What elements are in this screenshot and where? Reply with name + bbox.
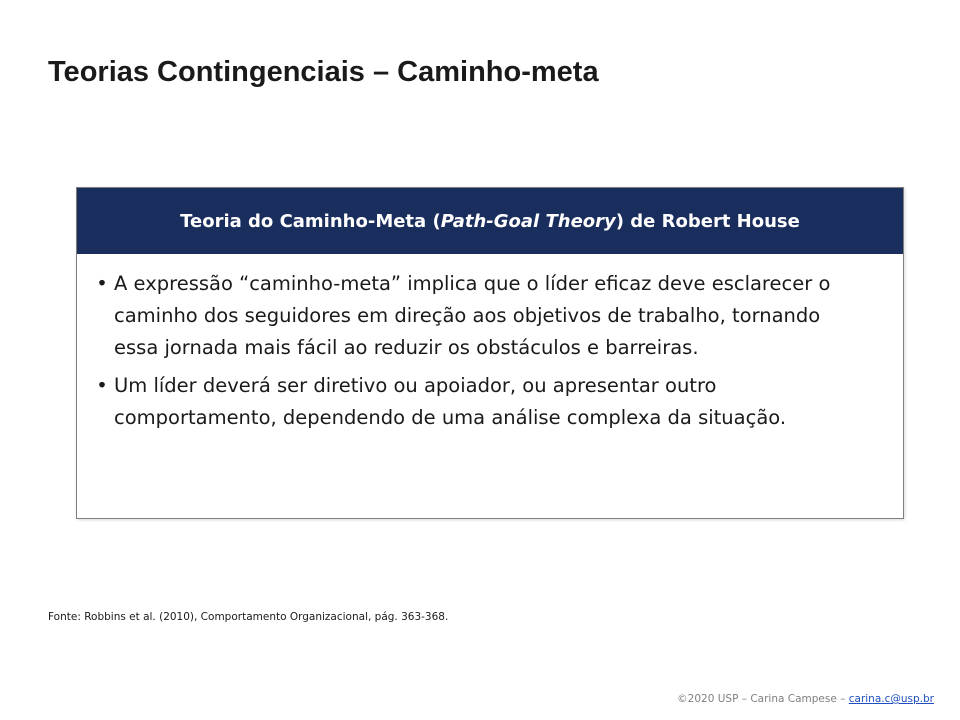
bullet-text: A expressão “caminho-meta” implica que o líder eficaz deve esclarecer o caminho dos seguidores em direção aos objetivos de trabalho, tornando essa jornada mais fácil ao reduzir os obstáculos e barreiras.: [114, 272, 831, 359]
bullet-icon: •: [96, 374, 108, 397]
theory-box-header: [77, 188, 903, 254]
header-text-part2: ) de Robert House: [615, 210, 800, 232]
header-text-italic: Path-Goal Theory: [440, 210, 616, 232]
bullet-list: [90, 268, 863, 434]
header-text-part1: Teoria do Caminho-Meta (: [180, 210, 441, 232]
bullet-item: [90, 268, 863, 364]
bullet-item: [90, 370, 863, 434]
footer-email-link[interactable]: carina.c@usp.br: [848, 693, 934, 705]
theory-box: [76, 187, 904, 519]
footer-copyright: ©2020 USP – Carina Campese –: [677, 693, 849, 705]
theory-box-body: [77, 254, 903, 434]
bullet-icon: •: [96, 272, 108, 295]
slide-title: Teorias Contingenciais – Caminho-meta: [48, 56, 599, 88]
bullet-text: Um líder deverá ser diretivo ou apoiador, ou apresentar outro comportamento, dependendo de uma análise complexa da situação.: [114, 374, 787, 429]
footer: [677, 693, 934, 705]
source-note: Fonte: Robbins et al. (2010), Comportamento Organizacional, pág. 363-368.: [48, 611, 449, 623]
